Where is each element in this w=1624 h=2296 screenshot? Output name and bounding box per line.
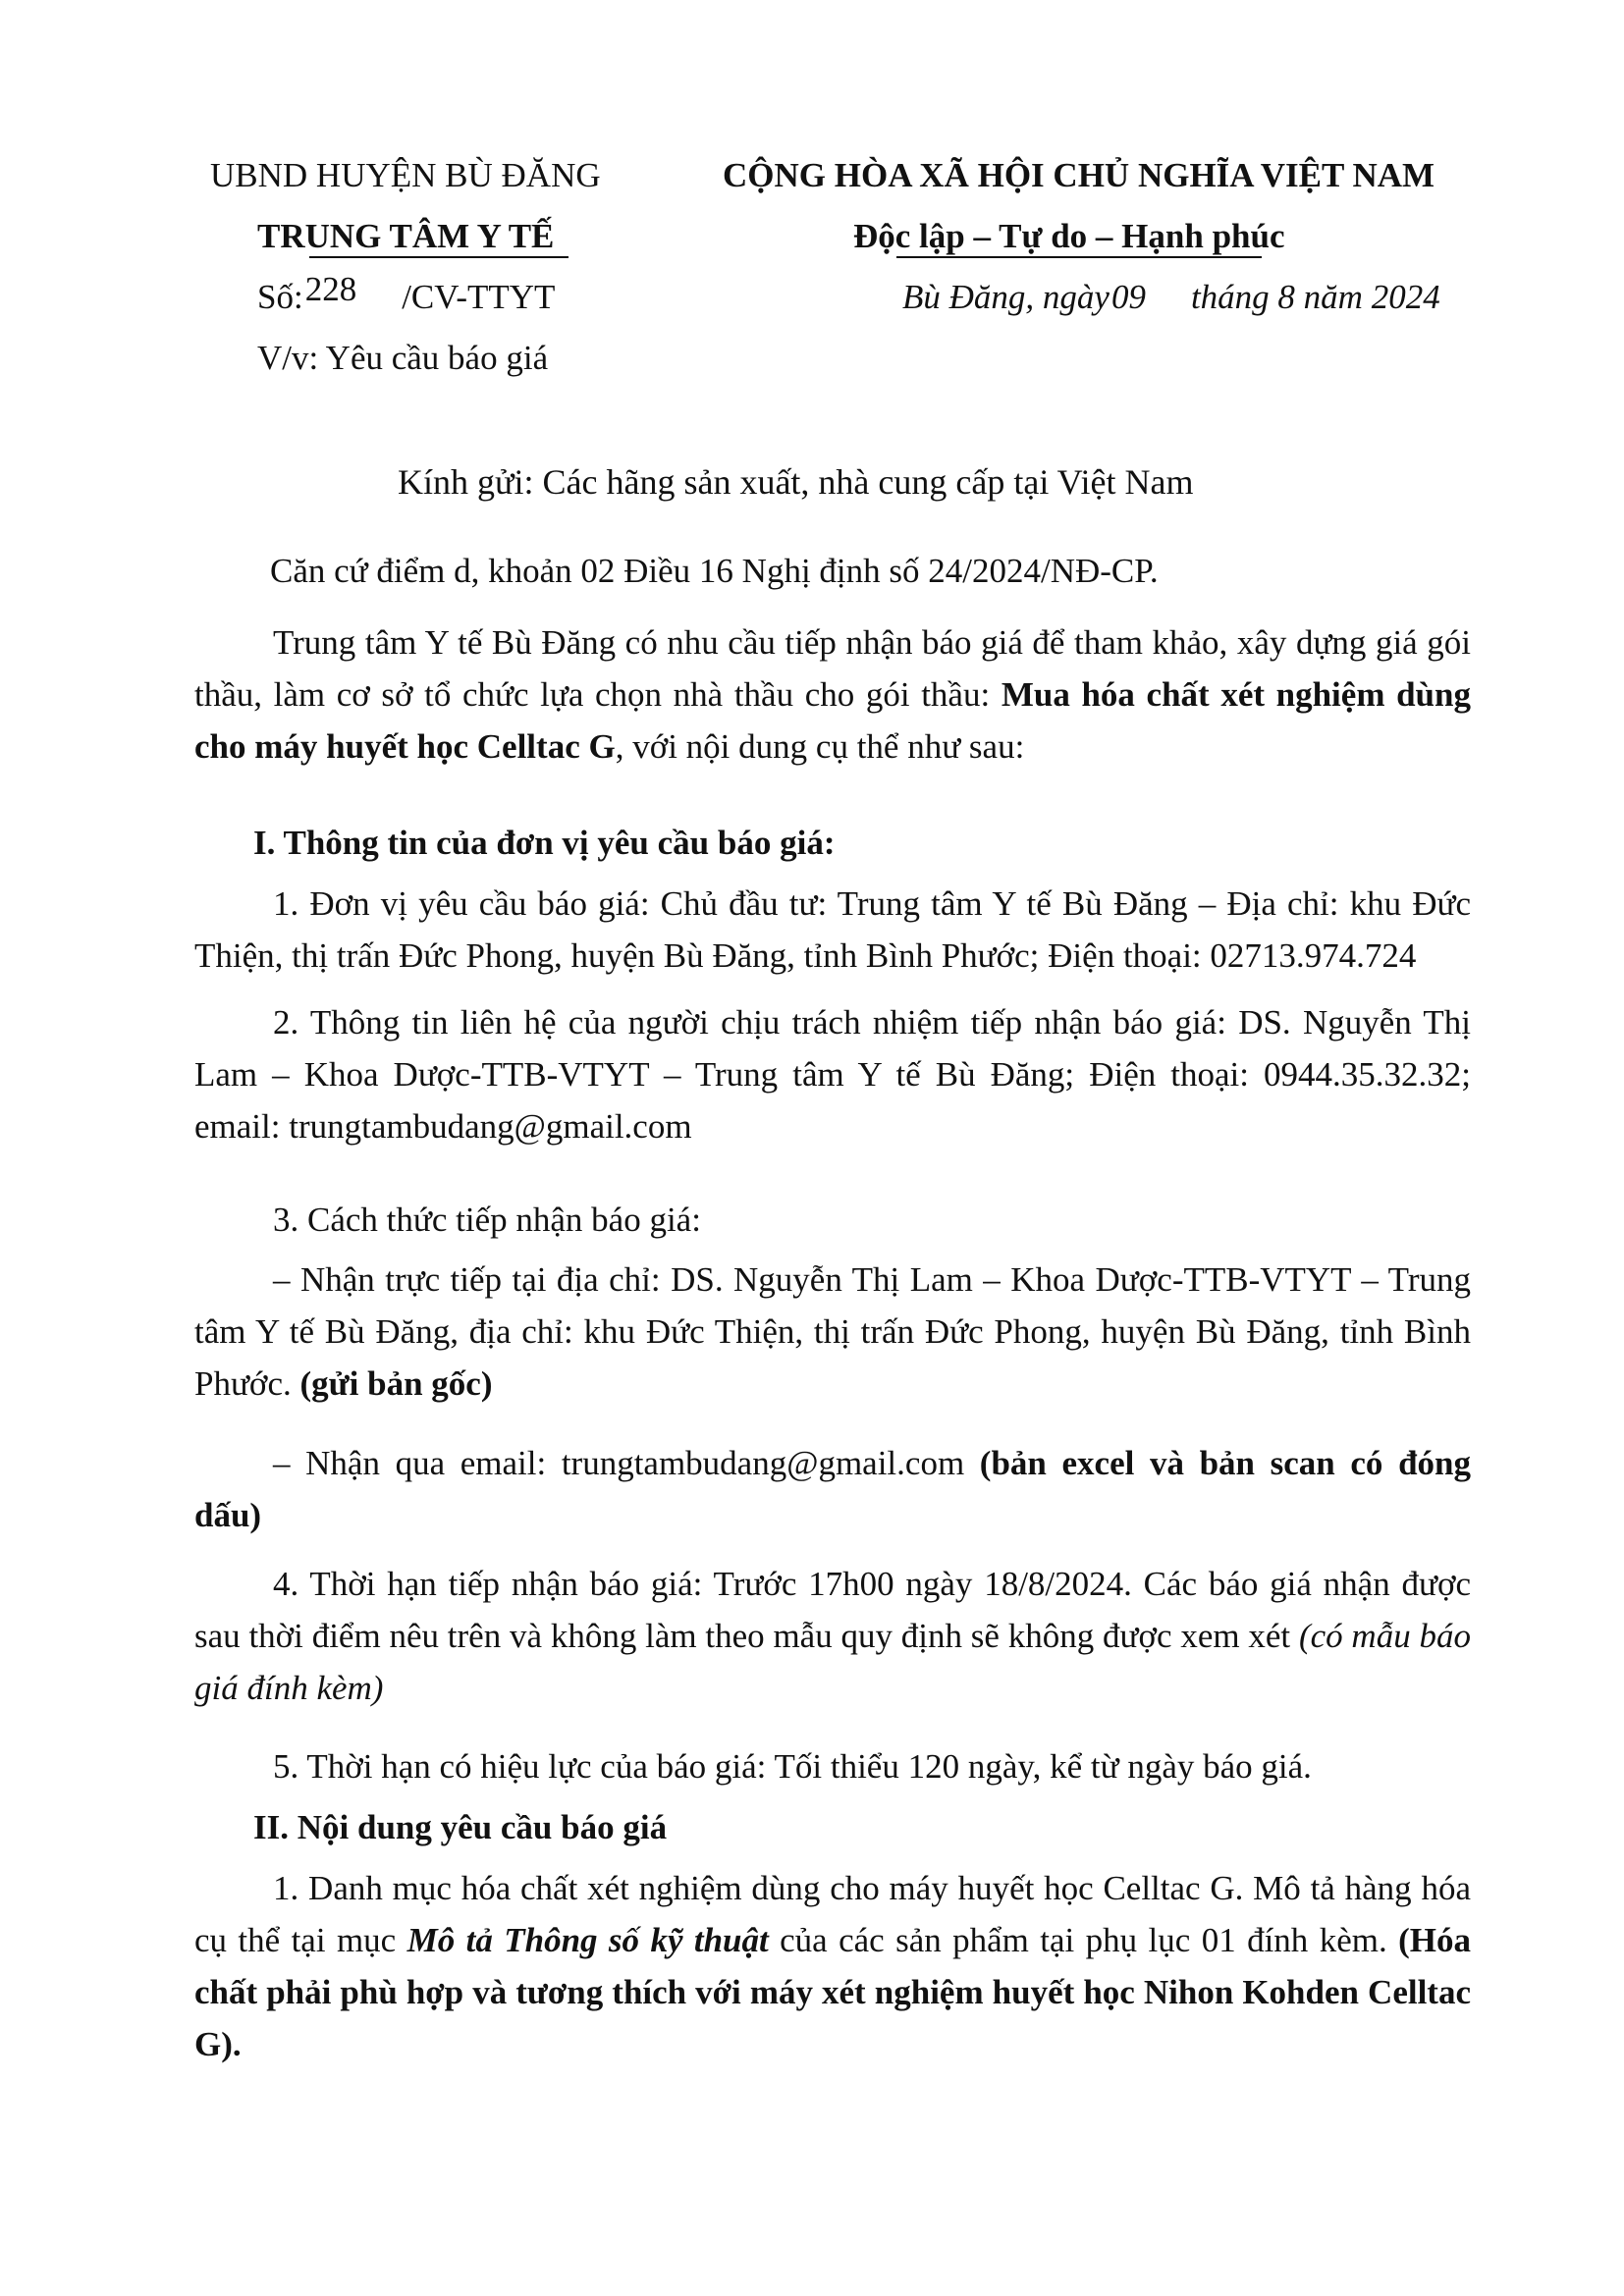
intro-text: Trung tâm Y tế Bù Đăng có nhu cầu tiếp nhận báo giá để tham khảo, xây dựng giá gói thầu, làm cơ sở tổ chức lựa chọn nhà thầu cho gói thầu: (194, 623, 1471, 714)
item-4-text: 4. Thời hạn tiếp nhận báo giá: Trước 17h00 ngày 18/8/2024. Các báo giá nhận được sau thời điểm nêu trên và không làm theo mẫu quy định sẽ không được xem xét (194, 1565, 1471, 1655)
item-ii1-text: 1. Danh mục hóa chất xét nghiệm dùng cho máy huyết học Celltac G. Mô tả hàng hóa cụ thể tại mục (194, 1869, 1471, 1959)
section-1-item-3b (194, 1437, 1471, 1541)
section-1-item-5: 5. Thời hạn có hiệu lực của báo giá: Tối thiểu 120 ngày, kể từ ngày báo giá. (273, 1747, 1312, 1786)
section-1-item-2: 2. Thông tin liên hệ của người chịu trách nhiệm tiếp nhận báo giá: DS. Nguyễn Thị Lam – Khoa Dược-TTB-VTYT – Trung tâm Y tế Bù Đăng; Điện thoại: 0944.35.32.32; email: trungtambudang@gmail.com (194, 1003, 1471, 1146)
national-title: CỘNG HÒA XÃ HỘI CHỦ NGHĨA VIỆT NAM (723, 156, 1435, 194)
date-place: Bù Đăng, ngày (902, 278, 1110, 316)
section-1-item-3a (194, 1254, 1471, 1410)
legal-basis: Căn cứ điểm d, khoản 02 Điều 16 Nghị định số 24/2024/NĐ-CP. (270, 552, 1159, 590)
item-3b-text: – Nhận qua email: trungtambudang@gmail.com (273, 1444, 980, 1482)
number-suffix: /CV-TTYT (402, 278, 556, 316)
item-4-note: (có mẫu báo giá đính kèm) (194, 1617, 1471, 1707)
section-1-item-3: 3. Cách thức tiếp nhận báo giá: (273, 1201, 701, 1239)
document-subject: V/v: Yêu cầu báo giá (257, 339, 549, 377)
number-value: 228 (304, 270, 357, 308)
item-3a-note: (gửi bản gốc) (299, 1364, 493, 1403)
item-ii1-after: của các sản phẩm tại phụ lục 01 đính kèm. (768, 1921, 1399, 1959)
section-2-title: II. Nội dung yêu cầu báo giá (253, 1808, 668, 1846)
section-2-item-1 (194, 1862, 1471, 2070)
date-line (902, 275, 1440, 320)
intro-tail: , với nội dung cụ thể như sau: (615, 727, 1025, 766)
section-1-item-1: 1. Đơn vị yêu cầu báo giá: Chủ đầu tư: Trung tâm Y tế Bù Đăng – Địa chỉ: khu Đức Thiện, thị trấn Đức Phong, huyện Bù Đăng, tỉnh Bình Phước; Điện thoại: 02713.974.724 (194, 884, 1471, 975)
item-ii1-emphasis: Mô tả Thông số kỹ thuật (406, 1921, 769, 1959)
number-prefix: Số: (257, 278, 303, 316)
section-1-item-4 (194, 1558, 1471, 1714)
section-1-title: I. Thông tin của đơn vị yêu cầu báo giá: (253, 824, 836, 862)
issuing-agency: UBND HUYỆN BÙ ĐĂNG (210, 156, 601, 194)
national-motto: Độc lập – Tự do – Hạnh phúc (853, 217, 1285, 255)
issuing-unit: TRUNG TÂM Y TẾ (257, 217, 555, 255)
item-3a-text: – Nhận trực tiếp tại địa chỉ: DS. Nguyễn Thị Lam – Khoa Dược-TTB-VTYT – Trung tâm Y tế Bù Đăng, địa chỉ: khu Đức Thiện, thị trấn Đức Phong, huyện Bù Đăng, tỉnh Bình Phước. (194, 1260, 1471, 1403)
recipient-line: Kính gửi: Các hãng sản xuất, nhà cung cấp tại Việt Nam (398, 462, 1194, 502)
intro-paragraph (194, 616, 1471, 773)
unit-underline (309, 256, 568, 258)
date-day: 09 (1110, 278, 1146, 316)
motto-underline (896, 256, 1262, 258)
package-name: Mua hóa chất xét nghiệm dùng cho máy huyết học Celltac G (194, 675, 1471, 766)
document-number (257, 270, 556, 320)
item-3b-note: (bản excel và bản scan có đóng dấu) (194, 1444, 1471, 1534)
item-ii1-bold: (Hóa chất phải phù hợp và tương thích với máy xét nghiệm huyết học Nihon Kohden Celltac G). (194, 1921, 1471, 2063)
date-rest: tháng 8 năm 2024 (1190, 278, 1440, 316)
